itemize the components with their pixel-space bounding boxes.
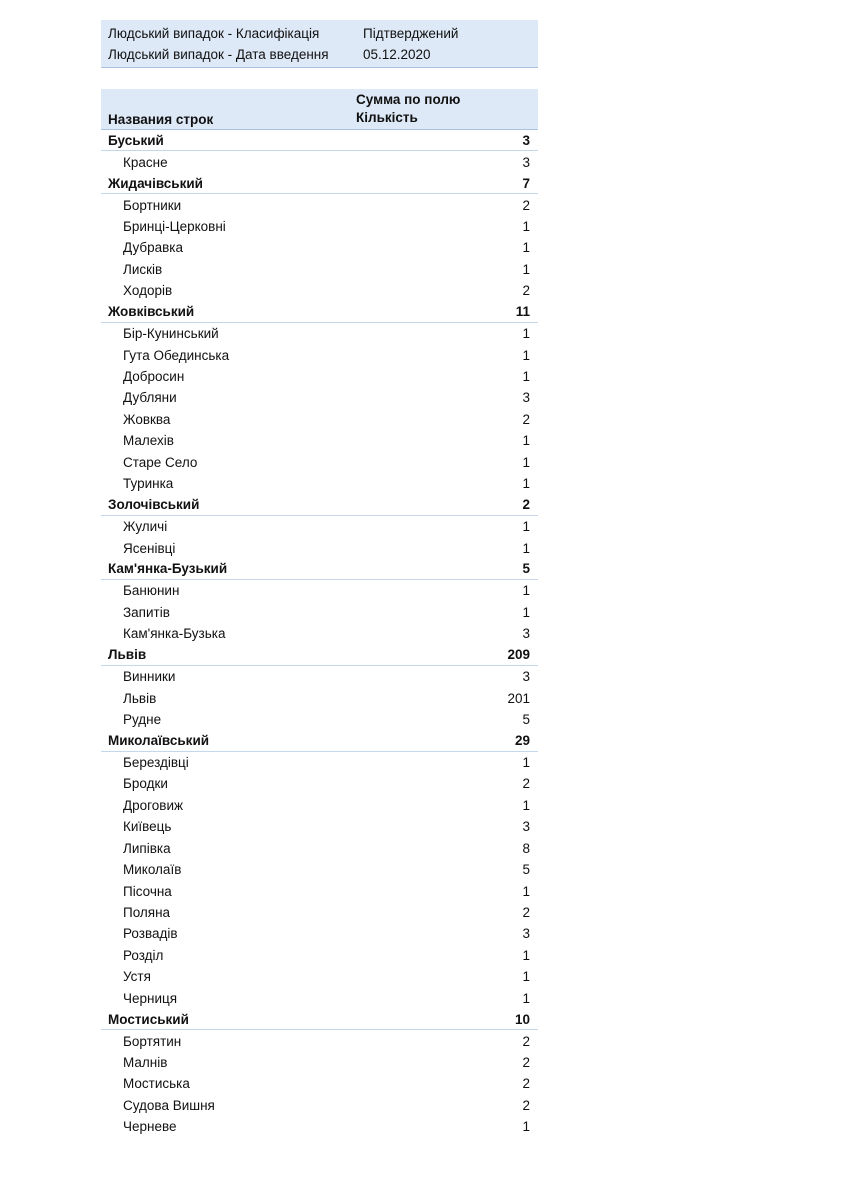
item-value: 1 <box>522 797 530 813</box>
item-value: 3 <box>522 926 530 942</box>
pivot-sheet <box>101 20 538 1138</box>
item-row[interactable] <box>101 537 538 558</box>
item-name: Бродки <box>123 776 168 792</box>
item-name: Туринка <box>123 476 174 492</box>
group-row[interactable] <box>101 302 538 323</box>
item-row[interactable] <box>101 151 538 172</box>
pivot-body <box>101 130 538 1138</box>
item-value: 1 <box>522 604 530 620</box>
item-row[interactable] <box>101 323 538 344</box>
item-name: Жуличі <box>123 519 168 535</box>
item-name: Черниця <box>123 990 178 1006</box>
item-row[interactable] <box>101 859 538 880</box>
item-name: Пісочна <box>123 883 172 899</box>
sum-field-header <box>356 89 538 129</box>
group-total: 5 <box>522 561 530 577</box>
filter-area <box>101 20 538 68</box>
item-value: 2 <box>522 197 530 213</box>
item-value: 3 <box>522 819 530 835</box>
item-value: 2 <box>522 776 530 792</box>
filter-value[interactable]: 05.12.2020 <box>363 47 431 62</box>
item-name: Малнів <box>123 1055 168 1071</box>
item-name: Малехів <box>123 433 174 449</box>
item-name: Кам'янка-Бузька <box>123 626 226 642</box>
item-name: Старе Село <box>123 454 198 470</box>
group-total: 7 <box>522 175 530 191</box>
item-name: Бортятин <box>123 1033 182 1049</box>
item-name: Розділ <box>123 947 164 963</box>
group-row[interactable] <box>101 730 538 751</box>
item-row[interactable] <box>101 216 538 237</box>
item-value: 1 <box>522 754 530 770</box>
item-row[interactable] <box>101 409 538 430</box>
group-total: 2 <box>522 497 530 513</box>
item-name: Розвадів <box>123 926 178 942</box>
group-row[interactable] <box>101 1009 538 1030</box>
item-value: 1 <box>522 476 530 492</box>
group-row[interactable] <box>101 173 538 194</box>
item-value: 3 <box>522 626 530 642</box>
item-name: Поляна <box>123 904 171 920</box>
filter-row <box>101 23 538 44</box>
filter-value[interactable]: Підтверджений <box>363 26 459 41</box>
item-row[interactable] <box>101 602 538 623</box>
group-total: 10 <box>514 1011 530 1027</box>
group-name: Миколаївський <box>108 732 210 748</box>
item-name: Ясенівці <box>123 540 176 556</box>
item-row[interactable] <box>101 194 538 215</box>
item-value: 2 <box>522 904 530 920</box>
group-name: Мостиський <box>108 1011 189 1027</box>
item-row[interactable] <box>101 966 538 987</box>
item-name: Запитів <box>123 604 170 620</box>
item-value: 201 <box>507 690 530 706</box>
group-row[interactable] <box>101 645 538 666</box>
item-row[interactable] <box>101 430 538 451</box>
item-name: Банюнин <box>123 583 180 599</box>
item-value: 2 <box>522 1076 530 1092</box>
item-value: 1 <box>522 990 530 1006</box>
item-value: 1 <box>522 947 530 963</box>
item-row[interactable] <box>101 687 538 708</box>
group-row[interactable] <box>101 494 538 515</box>
item-value: 5 <box>522 712 530 728</box>
item-name: Гута Обединська <box>123 347 230 363</box>
item-value: 1 <box>522 240 530 256</box>
item-name: Київець <box>123 819 172 835</box>
filter-label: Людський випадок - Дата введення <box>108 47 329 62</box>
item-name: Бір-Кунинський <box>123 326 219 342</box>
item-value: 2 <box>522 411 530 427</box>
item-value: 2 <box>522 1097 530 1113</box>
item-row[interactable] <box>101 945 538 966</box>
item-value: 5 <box>522 862 530 878</box>
group-name: Золочівський <box>108 497 200 513</box>
item-row[interactable] <box>101 1052 538 1073</box>
row-labels-header[interactable]: Названия строк <box>108 112 214 127</box>
item-name: Черневе <box>123 1119 177 1135</box>
item-row[interactable] <box>101 516 538 537</box>
group-row[interactable] <box>101 130 538 151</box>
item-value: 1 <box>522 326 530 342</box>
item-name: Ходорів <box>123 283 173 299</box>
item-value: 1 <box>522 519 530 535</box>
item-row[interactable] <box>101 1116 538 1137</box>
item-row[interactable] <box>101 387 538 408</box>
item-name: Жовква <box>123 411 171 427</box>
item-value: 3 <box>522 154 530 170</box>
item-row[interactable] <box>101 1030 538 1051</box>
item-name: Бортники <box>123 197 182 213</box>
group-name: Жовківський <box>108 304 195 320</box>
item-row[interactable] <box>101 623 538 644</box>
item-row[interactable] <box>101 709 538 730</box>
item-row[interactable] <box>101 795 538 816</box>
item-name: Берездівці <box>123 754 189 770</box>
group-name: Львів <box>108 647 147 663</box>
filter-label: Людський випадок - Класифікація <box>108 26 320 41</box>
filter-row <box>101 44 538 65</box>
group-total: 29 <box>514 732 530 748</box>
item-value: 1 <box>522 433 530 449</box>
item-row[interactable] <box>101 1095 538 1116</box>
item-value: 8 <box>522 840 530 856</box>
item-row[interactable] <box>101 344 538 365</box>
item-value: 2 <box>522 283 530 299</box>
item-value: 3 <box>522 390 530 406</box>
item-row[interactable] <box>101 773 538 794</box>
group-name: Буський <box>108 132 164 148</box>
item-name: Дроговиж <box>123 797 184 813</box>
item-name: Лисків <box>123 261 163 277</box>
item-name: Львів <box>123 690 157 706</box>
item-value: 1 <box>522 583 530 599</box>
item-row[interactable] <box>101 580 538 601</box>
sum-header-line2: Кількість <box>356 110 418 125</box>
item-name: Дубляни <box>123 390 177 406</box>
item-row[interactable] <box>101 473 538 494</box>
group-total: 209 <box>507 647 530 663</box>
item-name: Миколаїв <box>123 862 182 878</box>
item-value: 1 <box>522 261 530 277</box>
item-name: Красне <box>123 154 168 170</box>
item-row[interactable] <box>101 280 538 301</box>
item-row[interactable] <box>101 1073 538 1094</box>
item-row[interactable] <box>101 237 538 258</box>
item-name: Винники <box>123 669 176 685</box>
item-name: Бринці-Церковні <box>123 218 226 234</box>
item-value: 1 <box>522 454 530 470</box>
item-value: 1 <box>522 218 530 234</box>
item-value: 1 <box>522 969 530 985</box>
group-name: Жидачівський <box>108 175 203 191</box>
item-value: 1 <box>522 540 530 556</box>
item-row[interactable] <box>101 452 538 473</box>
item-name: Добросин <box>123 369 185 385</box>
item-value: 1 <box>522 1119 530 1135</box>
item-value: 1 <box>522 883 530 899</box>
item-row[interactable] <box>101 923 538 944</box>
item-row[interactable] <box>101 366 538 387</box>
item-row[interactable] <box>101 259 538 280</box>
item-name: Липівка <box>123 840 171 856</box>
item-value: 2 <box>522 1033 530 1049</box>
item-name: Мостиська <box>123 1076 190 1092</box>
item-row[interactable] <box>101 816 538 837</box>
item-row[interactable] <box>101 666 538 687</box>
pivot-header <box>101 89 538 130</box>
group-row[interactable] <box>101 559 538 580</box>
group-total: 3 <box>522 132 530 148</box>
item-name: Рудне <box>123 712 162 728</box>
item-name: Устя <box>123 969 151 985</box>
item-row[interactable] <box>101 988 538 1009</box>
item-row[interactable] <box>101 880 538 901</box>
item-value: 1 <box>522 369 530 385</box>
item-name: Дубравка <box>123 240 183 256</box>
item-value: 3 <box>522 669 530 685</box>
item-row[interactable] <box>101 837 538 858</box>
group-name: Кам'янка-Бузький <box>108 561 228 577</box>
item-name: Судова Вишня <box>123 1097 215 1113</box>
sum-header-line1: Сумма по полю <box>356 92 461 107</box>
group-total: 11 <box>515 304 530 320</box>
item-row[interactable] <box>101 902 538 923</box>
item-value: 1 <box>522 347 530 363</box>
item-row[interactable] <box>101 752 538 773</box>
item-value: 2 <box>522 1055 530 1071</box>
